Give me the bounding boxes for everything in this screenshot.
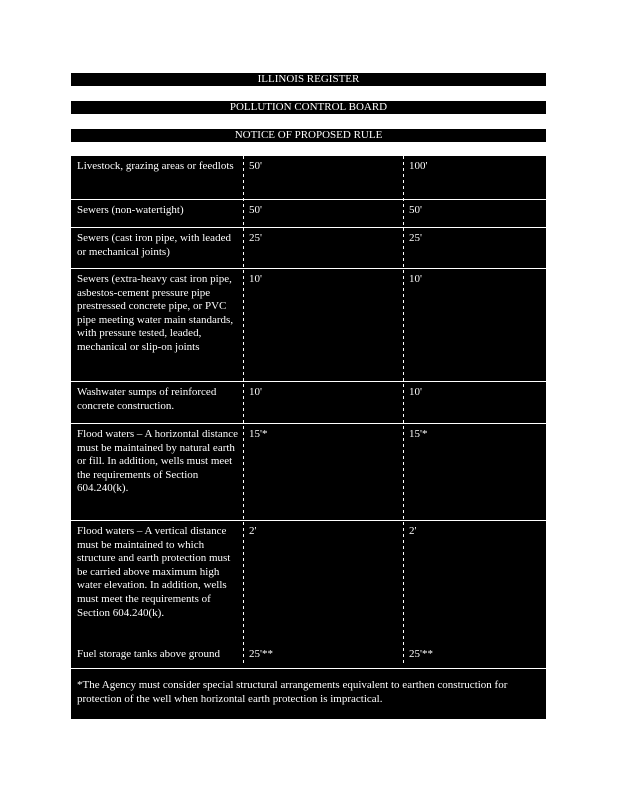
- source-cell: Washwater sumps of reinforced concrete construction.: [77, 386, 217, 412]
- table-row: [71, 200, 546, 227]
- distance-cell: 25': [409, 232, 422, 244]
- table-row: [71, 156, 546, 199]
- table-row: [71, 521, 546, 641]
- table-row: [71, 644, 546, 666]
- source-cell: Livestock, grazing areas or feedlots: [77, 160, 234, 172]
- distance-cell: 15'*: [409, 428, 428, 440]
- distance-cell: 100': [409, 160, 428, 172]
- distance-cell: 25': [249, 232, 262, 244]
- distance-cell: 50': [249, 204, 262, 216]
- table-row: [71, 269, 546, 381]
- notice-header: [71, 129, 546, 142]
- distance-cell: 25'**: [409, 648, 433, 660]
- table-row: [71, 424, 546, 520]
- distance-cell: 50': [409, 204, 422, 216]
- table-row: [71, 228, 546, 268]
- row-divider: [71, 668, 546, 669]
- distance-cell: 15'*: [249, 428, 268, 440]
- board-title: POLLUTION CONTROL BOARD: [229, 101, 388, 113]
- distance-cell: 2': [249, 525, 257, 537]
- distance-cell: 10': [409, 273, 422, 285]
- distance-cell: 25'**: [249, 648, 273, 660]
- source-cell: Flood waters – A horizontal distance must be maintained by natural earth or fill. In addition, wells must meet the requirements of Section 604.240(k).: [77, 428, 238, 495]
- distance-cell: 2': [409, 525, 417, 537]
- source-cell: Sewers (cast iron pipe, with leaded or mechanical joints): [77, 232, 231, 258]
- source-cell: Flood waters – A vertical distance must be maintained to which structure and earth protection must be carried above maximum high water elevation. In addition, wells must meet the requirements of Section 604.240(k).: [77, 525, 231, 619]
- setback-table: [71, 156, 546, 719]
- register-header: [71, 73, 546, 86]
- register-title: ILLINOIS REGISTER: [257, 73, 360, 85]
- source-cell: Sewers (extra-heavy cast iron pipe, asbestos-cement pressure pipe prestressed concrete pipe, or PVC pipe meeting water main standards, with pressure tested, leaded, mechanical or slip-on joints: [77, 273, 234, 353]
- distance-cell: 10': [409, 386, 422, 398]
- distance-cell: 10': [249, 273, 262, 285]
- table-footnote: *The Agency must consider special structural arrangements equivalent to earthen construction for protection of the well when horizontal earth protection is impractical.: [77, 679, 508, 705]
- source-cell: Fuel storage tanks above ground: [77, 648, 220, 660]
- distance-cell: 50': [249, 160, 262, 172]
- notice-title: NOTICE OF PROPOSED RULE: [234, 129, 383, 141]
- distance-cell: 10': [249, 386, 262, 398]
- table-row: [71, 382, 546, 423]
- board-header: [71, 101, 546, 114]
- source-cell: Sewers (non-watertight): [77, 204, 184, 216]
